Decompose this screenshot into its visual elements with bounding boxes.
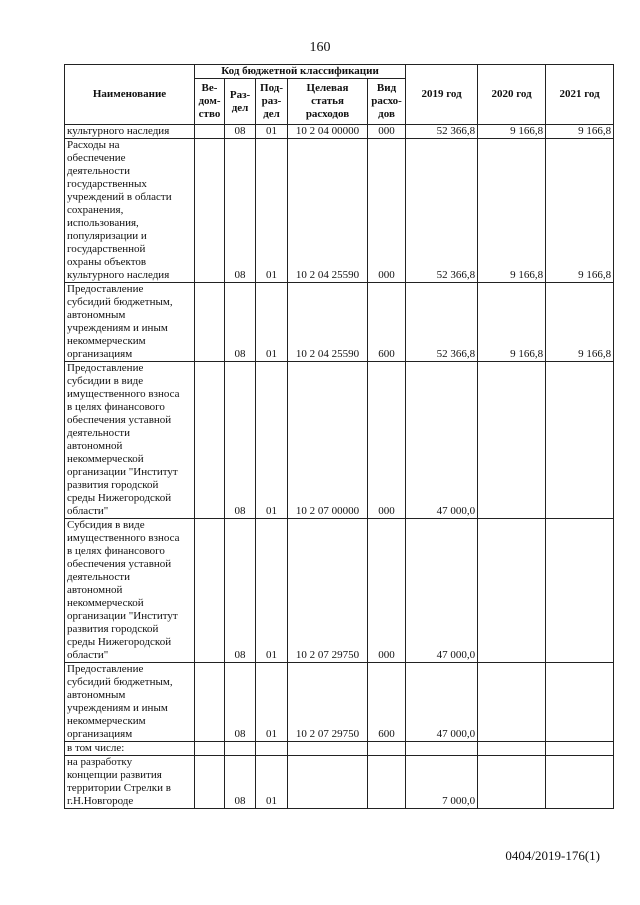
table-row [65,663,614,742]
table-row [65,139,614,283]
row-vid: 600 [368,663,406,742]
page-number: 160 [309,40,331,55]
row-tselevaya [288,742,368,756]
row-2019 [406,742,478,756]
row-2019: 47 000,0 [406,519,478,663]
row-podrazdel: 01 [256,125,288,139]
header-2019: 2019 год [406,65,478,125]
row-tselevaya: 10 2 07 00000 [288,362,368,519]
row-name: Предоставление субсидии в виде имущественного взноса в целях финансового обеспечения уставной деятельности автономной некоммерческой организации "Институт развития городской среды Нижегородской области" [65,362,195,519]
row-2019: 47 000,0 [406,663,478,742]
row-ved [195,663,225,742]
row-razdel: 08 [225,756,256,809]
row-vid: 000 [368,362,406,519]
row-vid: 600 [368,283,406,362]
row-ved [195,756,225,809]
row-2020: 9 166,8 [478,283,546,362]
header-2021: 2021 год [546,65,614,125]
header-podrazdel: Под- раз- дел [256,79,288,125]
row-podrazdel: 01 [256,519,288,663]
row-2020 [478,742,546,756]
row-2021 [546,756,614,809]
table-row [65,519,614,663]
row-vid: 000 [368,519,406,663]
row-name: на разработку концепции развития территории Стрелки в г.Н.Новгороде [65,756,195,809]
row-name: Предоставление субсидий бюджетным, автономным учреждениям и иным некоммерческим организациям [65,283,195,362]
row-2021: 9 166,8 [546,283,614,362]
row-vid [368,756,406,809]
row-2021 [546,362,614,519]
row-razdel: 08 [225,125,256,139]
row-vid [368,742,406,756]
row-ved [195,362,225,519]
row-name: культурного наследия [65,125,195,139]
header-vid: Вид расхо- дов [368,79,406,125]
row-razdel: 08 [225,283,256,362]
row-2020 [478,362,546,519]
row-podrazdel: 01 [256,139,288,283]
row-2019: 7 000,0 [406,756,478,809]
row-2021 [546,519,614,663]
header-2020: 2020 год [478,65,546,125]
row-name: Расходы на обеспечение деятельности государственных учреждений в области сохранения, использования, популяризации и государственной охраны объектов культурного наследия [65,139,195,283]
row-tselevaya: 10 2 07 29750 [288,663,368,742]
header-vedomstvo: Ве- дом- ство [195,79,225,125]
table-row [65,283,614,362]
row-ved [195,125,225,139]
budget-table [64,64,614,809]
row-razdel [225,742,256,756]
row-tselevaya [288,756,368,809]
row-name: Субсидия в виде имущественного взноса в целях финансового обеспечения уставной деятельности автономной некоммерческой организации "Институт развития городской среды Нижегородской области" [65,519,195,663]
row-2020 [478,519,546,663]
row-2019: 52 366,8 [406,139,478,283]
row-2019: 52 366,8 [406,125,478,139]
row-2020 [478,756,546,809]
row-vid: 000 [368,139,406,283]
row-tselevaya: 10 2 04 00000 [288,125,368,139]
row-2019: 47 000,0 [406,362,478,519]
row-razdel: 08 [225,663,256,742]
header-razdel: Раз- дел [225,79,256,125]
row-2020 [478,663,546,742]
table-row [65,742,614,756]
row-podrazdel: 01 [256,283,288,362]
row-razdel: 08 [225,362,256,519]
header-tselevaya: Целевая статья расходов [288,79,368,125]
header-name: Наименование [65,65,195,125]
row-2021: 9 166,8 [546,125,614,139]
header-budget-code: Код бюджетной классификации [195,65,406,79]
table-row [65,362,614,519]
row-tselevaya: 10 2 04 25590 [288,283,368,362]
row-podrazdel: 01 [256,756,288,809]
row-razdel: 08 [225,519,256,663]
row-name: Предоставление субсидий бюджетным, автономным учреждениям и иным некоммерческим организациям [65,663,195,742]
row-2019: 52 366,8 [406,283,478,362]
row-podrazdel [256,742,288,756]
row-ved [195,139,225,283]
row-ved [195,742,225,756]
row-name: в том числе: [65,742,195,756]
row-2021 [546,742,614,756]
row-tselevaya: 10 2 07 29750 [288,519,368,663]
table-row [65,125,614,139]
row-2020: 9 166,8 [478,125,546,139]
row-vid: 000 [368,125,406,139]
row-ved [195,283,225,362]
document-code: 0404/2019-176(1) [505,848,600,863]
row-ved [195,519,225,663]
row-podrazdel: 01 [256,663,288,742]
table-row [65,756,614,809]
row-razdel: 08 [225,139,256,283]
row-tselevaya: 10 2 04 25590 [288,139,368,283]
row-2021 [546,663,614,742]
row-2020: 9 166,8 [478,139,546,283]
row-2021: 9 166,8 [546,139,614,283]
row-podrazdel: 01 [256,362,288,519]
